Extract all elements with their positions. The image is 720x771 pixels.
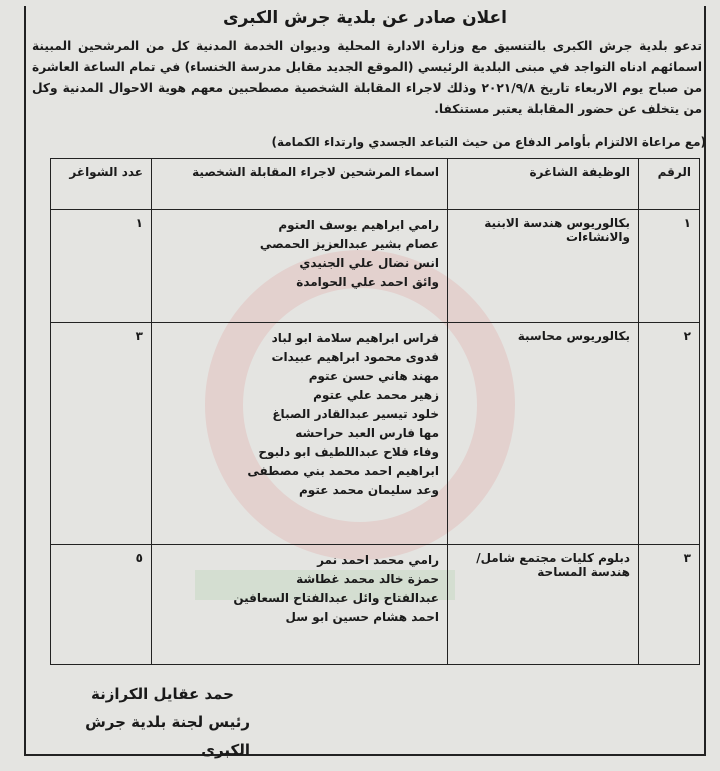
table-row xyxy=(51,545,700,665)
candidate-name: فراس ابراهيم سلامة ابو لباد xyxy=(271,331,439,345)
row-names xyxy=(152,210,448,323)
candidate-name: مها فارس العبد حراحشه xyxy=(295,426,439,440)
header-job: الوظيفة الشاغرة xyxy=(448,159,639,210)
candidate-name: رامي ابراهيم يوسف العتوم xyxy=(278,218,439,232)
announcement-title: اعلان صادر عن بلدية جرش الكبرى xyxy=(223,8,507,28)
candidate-name: رامي محمد احمد نمر xyxy=(317,553,439,567)
candidate-name: وفاء فلاح عبداللطيف ابو دلبوح xyxy=(258,445,439,459)
row-vacancies: ١ xyxy=(51,210,152,323)
table-row xyxy=(51,323,700,545)
row-job: بكالوريوس هندسة الابنية والانشاءات xyxy=(448,210,639,323)
candidate-name: ابراهيم احمد محمد بني مصطفى xyxy=(247,464,439,478)
candidate-name: خلود تيسير عبدالقادر الصباغ xyxy=(272,407,439,421)
table-header-row xyxy=(51,159,700,210)
row-vacancies: ٥ xyxy=(51,545,152,665)
signatory-role: رئيس لجنة بلدية جرش الكبرى xyxy=(85,713,250,759)
row-number: ١ xyxy=(639,210,700,323)
candidate-name: احمد هشام حسين ابو سل xyxy=(285,610,439,624)
row-job: دبلوم كليات مجتمع شامل/ هندسة المساحة xyxy=(448,545,639,665)
row-names xyxy=(152,323,448,545)
candidate-name: عبدالفتاح وائل عبدالفتاح السعافين xyxy=(233,591,439,605)
candidate-name: فدوى محمود ابراهيم عبيدات xyxy=(271,350,439,364)
row-number: ٢ xyxy=(639,323,700,545)
candidate-name: عصام بشير عبدالعزيز الحمصي xyxy=(259,237,439,251)
row-vacancies: ٣ xyxy=(51,323,152,545)
candidate-name: زهير محمد علي عتوم xyxy=(313,388,439,402)
announcement-body: تدعو بلدية جرش الكبرى بالتنسيق مع وزارة الادارة المحلية وديوان الخدمة المدنية كل من المرشحين المبينة اسمائهم ادناه التواجد في مبنى البلدية الرئيسي (الموقع الجديد مقابل مدرسة الخنساء) في تمام الساعة العاشرة من صباح يوم الاربعاء تاريخ ٢٠٢١/٩/٨ وذلك لاجراء المقابلة الشخصية مصطحبين معهم هوية الاحوال المدنية وكل من يتخلف عن حضور المقابلة يعتبر مستنكفا. xyxy=(32,39,702,116)
candidate-name: مهند هاني حسن عتوم xyxy=(308,369,439,383)
signatory-name: حمد عقايل الكرازنة xyxy=(90,685,234,703)
candidate-name: حمزة خالد محمد غطاشة xyxy=(296,572,439,586)
header-names: اسماء المرشحين لاجراء المقابلة الشخصية xyxy=(152,159,448,210)
candidate-name: انس نضال علي الجنيدي xyxy=(299,256,439,270)
covid-note: (مع مراعاة الالتزام بأوامر الدفاع من حيث التباعد الجسدي وارتداء الكمامة) xyxy=(271,135,706,149)
header-vacancies: عدد الشواغر xyxy=(51,159,152,210)
candidate-name: وعد سليمان محمد عتوم xyxy=(299,483,439,497)
row-names xyxy=(152,545,448,665)
row-number: ٣ xyxy=(639,545,700,665)
header-number: الرقم xyxy=(639,159,700,210)
candidate-name: وائق احمد علي الحوامدة xyxy=(296,275,439,289)
candidates-table xyxy=(50,158,700,665)
table-row xyxy=(51,210,700,323)
row-job: بكالوريوس محاسبة xyxy=(448,323,639,545)
signature-block xyxy=(34,680,250,764)
